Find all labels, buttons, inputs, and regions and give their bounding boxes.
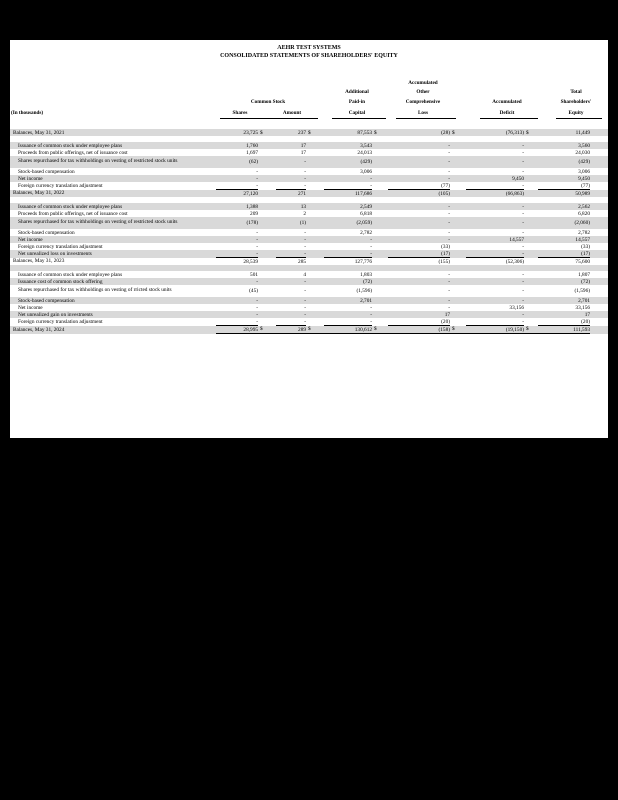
table-row: Proceeds from public offerings, net of issuance cost 1,697 17 24,013 - - 24,030 [18, 149, 590, 156]
equity-table [10, 129, 608, 334]
table-row: Stock-based compensation - - 2,701 - - 2,701 [10, 297, 608, 304]
apic-header-1: Additional [345, 89, 369, 95]
units-note: (In thousands) [11, 110, 44, 116]
table-row: Net unrealized gain on investments - - - 17 - 17 [10, 311, 608, 318]
common-stock-header: Common Stock [250, 99, 286, 105]
apic-header-3: Capital [348, 110, 366, 116]
aocl-header-3: Comprehensive [405, 99, 441, 105]
total-header-1: Total [570, 89, 582, 95]
company-name: AEHR TEST SYSTEMS [277, 45, 341, 51]
apic-header-2: Paid-in [348, 99, 366, 105]
table-row: Shares repurchased for tax withholdings on vesting of restricted stock units (178) (1) (2,059) - - (2,060) [10, 217, 608, 229]
table-row: Shares repurchased for tax withholdings on vesting of restricted stock units (62) - (429) - - (429) [10, 156, 608, 168]
balance-row-2023: Balances, May 31, 2023 28,539 285 127,776 (155) (52,306) 75,600 [13, 258, 590, 265]
table-row: Net income - - - - 9,450 9,450 [10, 175, 608, 182]
table-row: Foreign currency translation adjustment - - - (33) - (33) [18, 243, 590, 250]
aocl-header-1: Accumulated [408, 80, 438, 86]
statement-page [10, 40, 608, 438]
total-header-2: Shareholders' [560, 99, 592, 105]
balance-row-2024: Balances, May 31, 2024 28,995 $ 289 $ 130,612 $ (158) $ (19,150) $ 111,593 [10, 326, 608, 334]
amount-header: Amount [282, 110, 302, 116]
aocl-header-2: Other [416, 89, 430, 95]
page-bottom-margin [20, 398, 608, 438]
table-row: Issuance cost of common stock offering - - (72) - - (72) [10, 278, 608, 285]
statement-title: CONSOLIDATED STATEMENTS OF SHAREHOLDERS' EQUITY [220, 53, 398, 59]
table-row: Stock-based compensation - - 2,782 - - 2,782 [18, 229, 590, 236]
table-row: Foreign currency translation adjustment - - - (20) - (20) [18, 318, 590, 325]
table-row: Proceeds from public offerings, net of issuance cost 209 2 6,818 - - 6,820 [18, 210, 590, 217]
table-row: Issuance of common stock under employee plans 1,388 13 2,549 - - 2,562 [10, 203, 608, 210]
total-header-3: Equity [568, 110, 584, 116]
table-row: Issuance of common stock under employee plans 1,760 17 3,543 - - 3,560 [10, 142, 608, 149]
balance-row-2022: Balances, May 31, 2022 27,120 271 117,686 (105) (66,863) 50,989 [10, 190, 608, 198]
deficit-header-2: Deficit [499, 110, 515, 116]
table-row: Net income - - - - 14,557 14,557 [10, 236, 608, 243]
table-row: Issuance of common stock under employee plans 501 4 1,803 - - 1,807 [18, 271, 590, 278]
table-row: Net unrealized loss on investments - - - (17) - (17) [10, 250, 608, 258]
table-row: Shares repurchased for tax withholdings on vesting of rricted stock units (45) - (1,596) - - (1,596) [18, 287, 590, 294]
table-row: Foreign currency translation adjustment - - - (77) - (77) [18, 182, 590, 189]
table-row: Stock-based compensation - - 3,006 - - 3,006 [18, 168, 590, 175]
shares-header: Shares [232, 110, 248, 116]
deficit-header-1: Accumulated [492, 99, 522, 105]
table-row: Net income - - - - 33,156 33,156 [18, 304, 590, 311]
balance-row-2021: Balances, May 31, 2021 23,725 $ 237 $ 87,553 $ (28) $ (76,313) $ 11,449 [10, 129, 608, 136]
aocl-header-4: Loss [417, 110, 429, 116]
